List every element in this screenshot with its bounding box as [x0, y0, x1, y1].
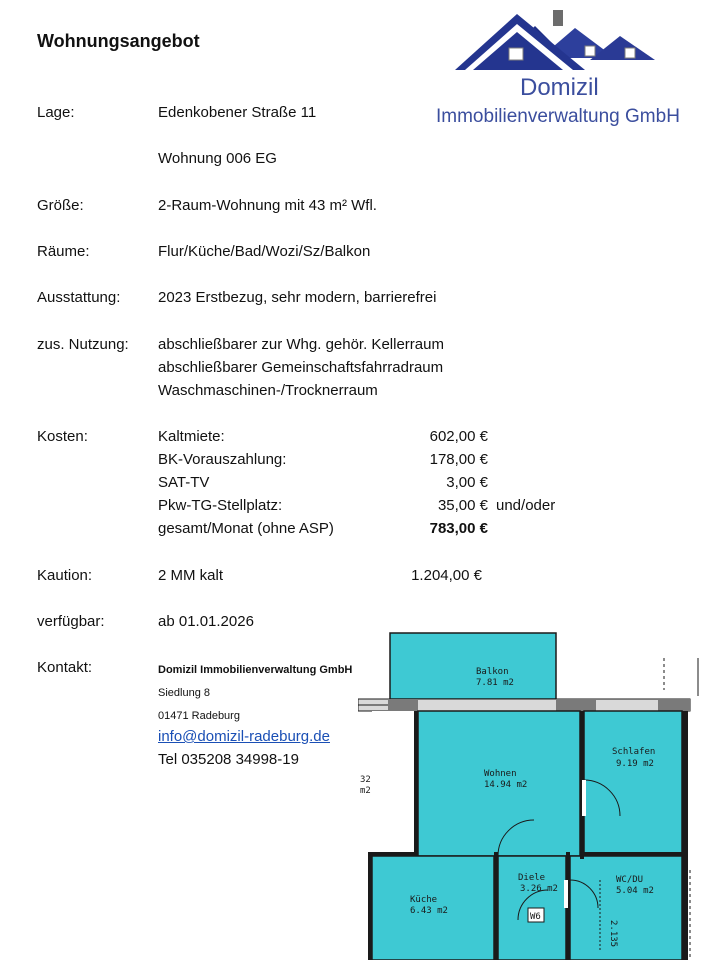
value-nutzung-wasch: Waschmaschinen-/Trocknerraum: [158, 382, 378, 399]
value-apartment-number: Wohnung 006 EG: [158, 150, 277, 167]
room-diele-area: 3.26 m2: [520, 884, 558, 894]
room-balkon: [390, 633, 556, 699]
plan-side-area: m2: [360, 786, 371, 796]
plan-dim-tag: 2.135: [608, 920, 618, 948]
room-schlafen-name: Schlafen: [612, 747, 656, 757]
contact-street: Siedlung 8: [158, 687, 210, 699]
contact-phone: Tel 035208 34998-19: [158, 751, 299, 768]
cost-name-kaltmiete: Kaltmiete:: [158, 428, 225, 445]
cost-amount-sat: 3,00 €: [446, 474, 488, 491]
value-ausstattung: 2023 Erstbezug, sehr modern, barrierefrei: [158, 289, 437, 306]
room-schlafen-area: 9.19 m2: [616, 759, 654, 769]
value-address: Edenkobener Straße 11: [158, 104, 317, 121]
cost-name-bk: BK-Vorauszahlung:: [158, 451, 287, 468]
cost-name-sat: SAT-TV: [158, 474, 210, 491]
room-wohnen-area: 14.94 m2: [484, 780, 528, 790]
cost-amount-gesamt: 783,00 €: [429, 520, 488, 537]
room-diele-name: Diele: [518, 873, 546, 883]
room-wc-area: 5.04 m2: [616, 886, 654, 896]
label-kaution: Kaution:: [37, 567, 93, 584]
plan-side-num: 32: [360, 775, 371, 785]
label-kosten: Kosten:: [37, 428, 88, 445]
cost-note-stellplatz: und/oder: [496, 497, 556, 514]
value-nutzung-fahrrad: abschließbarer Gemeinschaftsfahrradraum: [158, 359, 444, 376]
label-ausstattung: Ausstattung:: [37, 289, 121, 306]
cost-name-stellplatz: Pkw-TG-Stellplatz:: [158, 497, 283, 514]
logo-company-subtitle: Immobilienverwaltung GmbH: [436, 106, 680, 127]
room-kueche-area: 6.43 m2: [410, 906, 448, 916]
contact-company: Domizil Immobilienverwaltung GmbH: [158, 664, 353, 676]
room-kueche-name: Küche: [410, 895, 438, 905]
label-lage: Lage:: [37, 104, 75, 121]
room-wohnen-name: Wohnen: [484, 769, 517, 779]
house-roofs-logo-icon: [455, 8, 665, 74]
room-wc: [570, 856, 682, 960]
value-verfuegbar: ab 01.01.2026: [158, 613, 254, 630]
floor-plan: [358, 630, 720, 960]
label-kontakt: Kontakt:: [37, 659, 93, 676]
room-balkon-area: 7.81 m2: [476, 678, 514, 688]
value-raeume: Flur/Küche/Bad/Wozi/Sz/Balkon: [158, 243, 371, 260]
value-groesse: 2-Raum-Wohnung mit 43 m² Wfl.: [158, 197, 377, 214]
cost-amount-kaltmiete: 602,00 €: [429, 428, 488, 445]
label-raeume: Räume:: [37, 243, 90, 260]
value-nutzung-keller: abschließbarer zur Whg. gehör. Kellerraum: [158, 336, 444, 353]
value-kaution: 2 MM kalt: [158, 567, 224, 584]
plan-wm-tag: W6: [530, 912, 541, 922]
contact-city: 01471 Radeburg: [158, 710, 240, 722]
room-balkon-name: Balkon: [476, 667, 509, 677]
room-wc-name: WC/DU: [616, 875, 644, 885]
label-verfuegbar: verfügbar:: [37, 613, 105, 630]
cost-name-gesamt: gesamt/Monat (ohne ASP): [158, 520, 334, 537]
label-nutzung: zus. Nutzung:: [37, 336, 129, 353]
amount-kaution: 1.204,00 €: [411, 567, 482, 584]
contact-email-link[interactable]: info@domizil-radeburg.de: [158, 728, 330, 745]
label-groesse: Größe:: [37, 197, 84, 214]
logo-company-name: Domizil: [520, 74, 599, 101]
page-title: Wohnungsangebot: [37, 31, 200, 51]
cost-amount-bk: 178,00 €: [429, 451, 488, 468]
cost-amount-stellplatz: 35,00 €: [437, 497, 488, 514]
